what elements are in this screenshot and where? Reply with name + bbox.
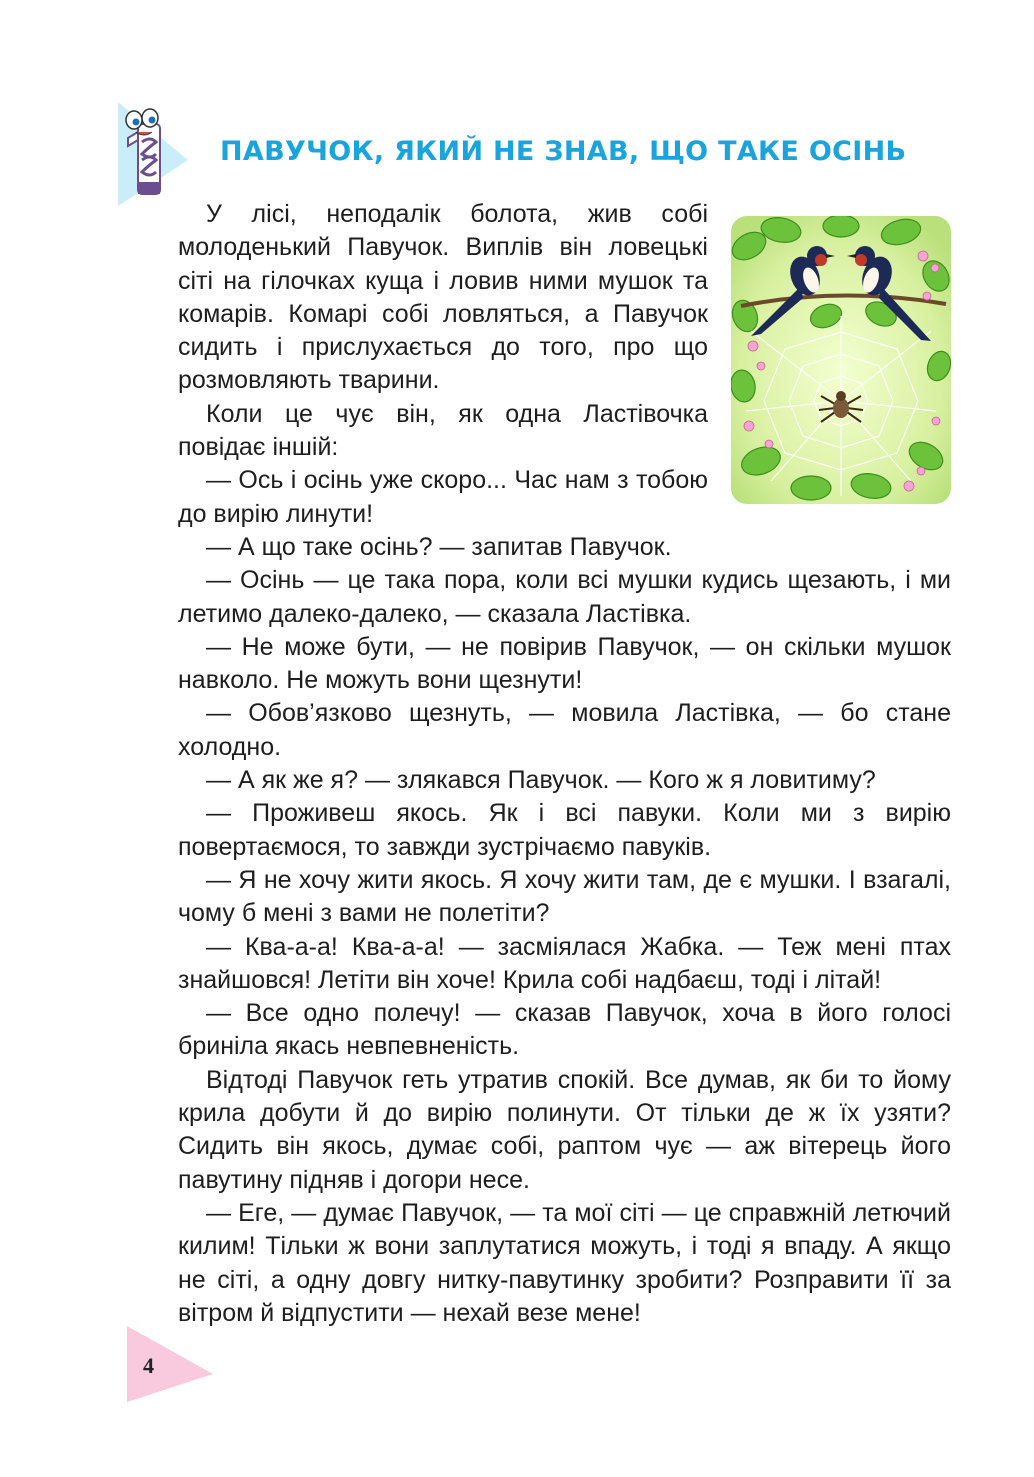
paragraph: — Не може бути, — не повірив Павучок, — он скільки мушок навколо. Не можуть вони щезнути! xyxy=(178,632,951,695)
paragraph: — Осінь — це така пора, коли всі мушки кудись щезають, і ми летимо далеко-далеко, — сказала Ластівка. xyxy=(178,566,951,628)
paragraph: У лісі, неподалік болота, жив собі молоденький Павучок. Виплів він ловецькі сіті на гілочках куща і ловив ними мушок та комарів. Комарі собі ловляться, а Павучок сидить і прислухається до того, про що розмовляють тварини. xyxy=(178,200,708,395)
paragraph: — Проживеш якось. Як і всі павуки. Коли ми з вирію повертаємося, то завжди зустрічаємо павуків. xyxy=(178,799,951,861)
story-text xyxy=(178,198,951,1330)
paragraph: — Обов’язково щезнуть, — мовила Ластівка, — бо стане холодно. xyxy=(178,699,951,761)
number-one-mascot-icon xyxy=(112,98,192,208)
paragraph: — А що таке осінь? — запитав Павучок. xyxy=(206,532,672,561)
paragraph: Відтоді Павучок геть утратив спокій. Все думав, як би то йому крила добути й до вирію полинути. От тільки де ж їх узяти? Сидить він якось, думає собі, раптом чує — аж вітерець його павутину підняв і догори несе. xyxy=(178,1065,951,1194)
paragraph: — Еге, — думає Павучок, — та мої сіті — це справжній летючий килим! Тільки ж вони заплутатися можуть, і тоді я впаду. А якщо не сіті, а одну довгу нитку-павутинку зробити? Розправити її за вітром й відпустити — нехай везе мене! xyxy=(178,1198,951,1327)
paragraph: — Все одно полечу! — сказав Павучок, хоча в його голосі бриніла якась невпевненість. xyxy=(178,999,951,1061)
page-corner-triangle-icon xyxy=(127,1326,213,1402)
page-number: 4 xyxy=(143,1353,154,1378)
paragraph: Коли це чує він, як одна Ластівочка повідає іншій: xyxy=(178,399,708,462)
page-title: ПАВУЧОК, ЯКИЙ НЕ ЗНАВ, ЩО ТАКЕ ОСІНЬ xyxy=(220,136,907,167)
paragraph: — Ква-а-а! Ква-а-а! — засміялася Жабка. — Теж мені птах знайшовся! Летіти він хоче! Крила собі надбаєш, тоді і літай! xyxy=(178,932,951,994)
paragraph: — А як же я? — злякався Павучок. — Кого ж я ловитиму? xyxy=(206,766,876,795)
paragraph: — Ось і осінь уже скоро... Час нам з тобою до вирію линути! xyxy=(178,466,708,528)
paragraph: — Я не хочу жити якось. Я хочу жити там, де є мушки. І взагалі, чому б мені з вами не полетіти? xyxy=(178,865,951,928)
